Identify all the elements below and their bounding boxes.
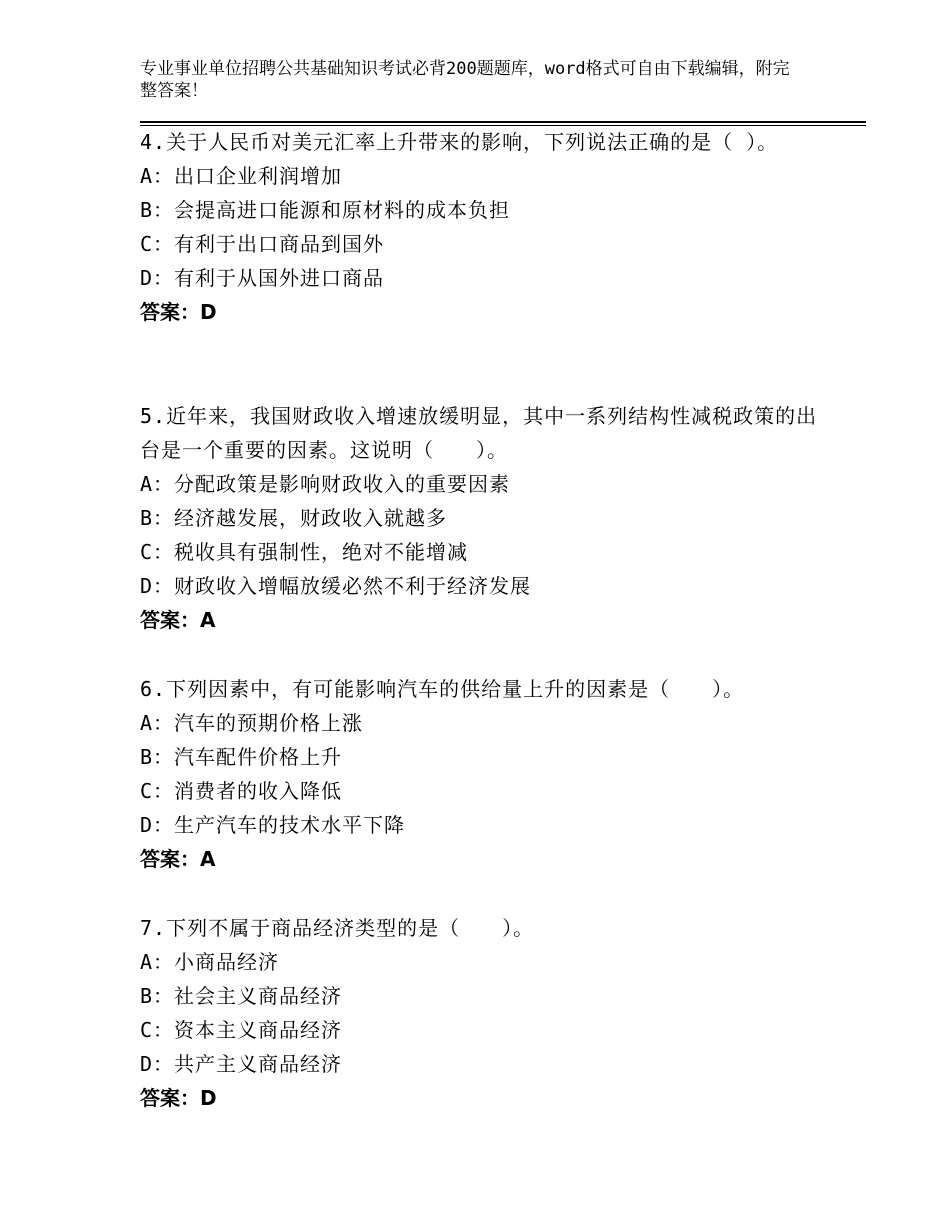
option-c: C：资本主义商品经济 bbox=[140, 1018, 343, 1042]
option-b: B：汽车配件价格上升 bbox=[140, 745, 343, 769]
answer: 答案：D bbox=[140, 300, 217, 324]
option-d: D：生产汽车的技术水平下降 bbox=[140, 813, 406, 837]
answer: 答案：A bbox=[140, 608, 216, 632]
question-stem: 7.下列不属于商品经济类型的是（ ）。 bbox=[140, 916, 535, 940]
answer: 答案：D bbox=[140, 1086, 217, 1110]
question-6 bbox=[140, 672, 830, 876]
option-c: C：有利于出口商品到国外 bbox=[140, 232, 385, 256]
option-c: C：税收具有强制性，绝对不能增减 bbox=[140, 540, 469, 564]
option-a: A：出口企业利润增加 bbox=[140, 164, 343, 188]
question-7 bbox=[140, 911, 830, 1115]
option-a: A：分配政策是影响财政收入的重要因素 bbox=[140, 472, 511, 496]
option-d: D：共产主义商品经济 bbox=[140, 1052, 343, 1076]
option-d: D：有利于从国外进口商品 bbox=[140, 266, 385, 290]
option-b: B：社会主义商品经济 bbox=[140, 984, 343, 1008]
document-header: 专业事业单位招聘公共基础知识考试必背200题题库，word格式可自由下载编辑，附完整答案！ bbox=[140, 59, 790, 101]
question-5 bbox=[140, 399, 830, 637]
option-d: D：财政收入增幅放缓必然不利于经济发展 bbox=[140, 574, 532, 598]
question-stem: 5.近年来，我国财政收入增速放缓明显，其中一系列结构性减税政策的出台是一个重要的因素。这说明（ ）。 bbox=[140, 404, 818, 462]
option-b: B：会提高进口能源和原材料的成本负担 bbox=[140, 198, 511, 222]
header-rule-thick bbox=[140, 121, 866, 123]
option-a: A：小商品经济 bbox=[140, 950, 280, 974]
answer: 答案：A bbox=[140, 847, 216, 871]
option-b: B：经济越发展，财政收入就越多 bbox=[140, 506, 448, 530]
question-stem: 4.关于人民币对美元汇率上升带来的影响，下列说法正确的是（ ）。 bbox=[140, 130, 779, 154]
option-a: A：汽车的预期价格上涨 bbox=[140, 711, 364, 735]
question-stem: 6.下列因素中，有可能影响汽车的供给量上升的因素是（ ）。 bbox=[140, 677, 745, 701]
question-4 bbox=[140, 125, 830, 329]
option-c: C：消费者的收入降低 bbox=[140, 779, 343, 803]
